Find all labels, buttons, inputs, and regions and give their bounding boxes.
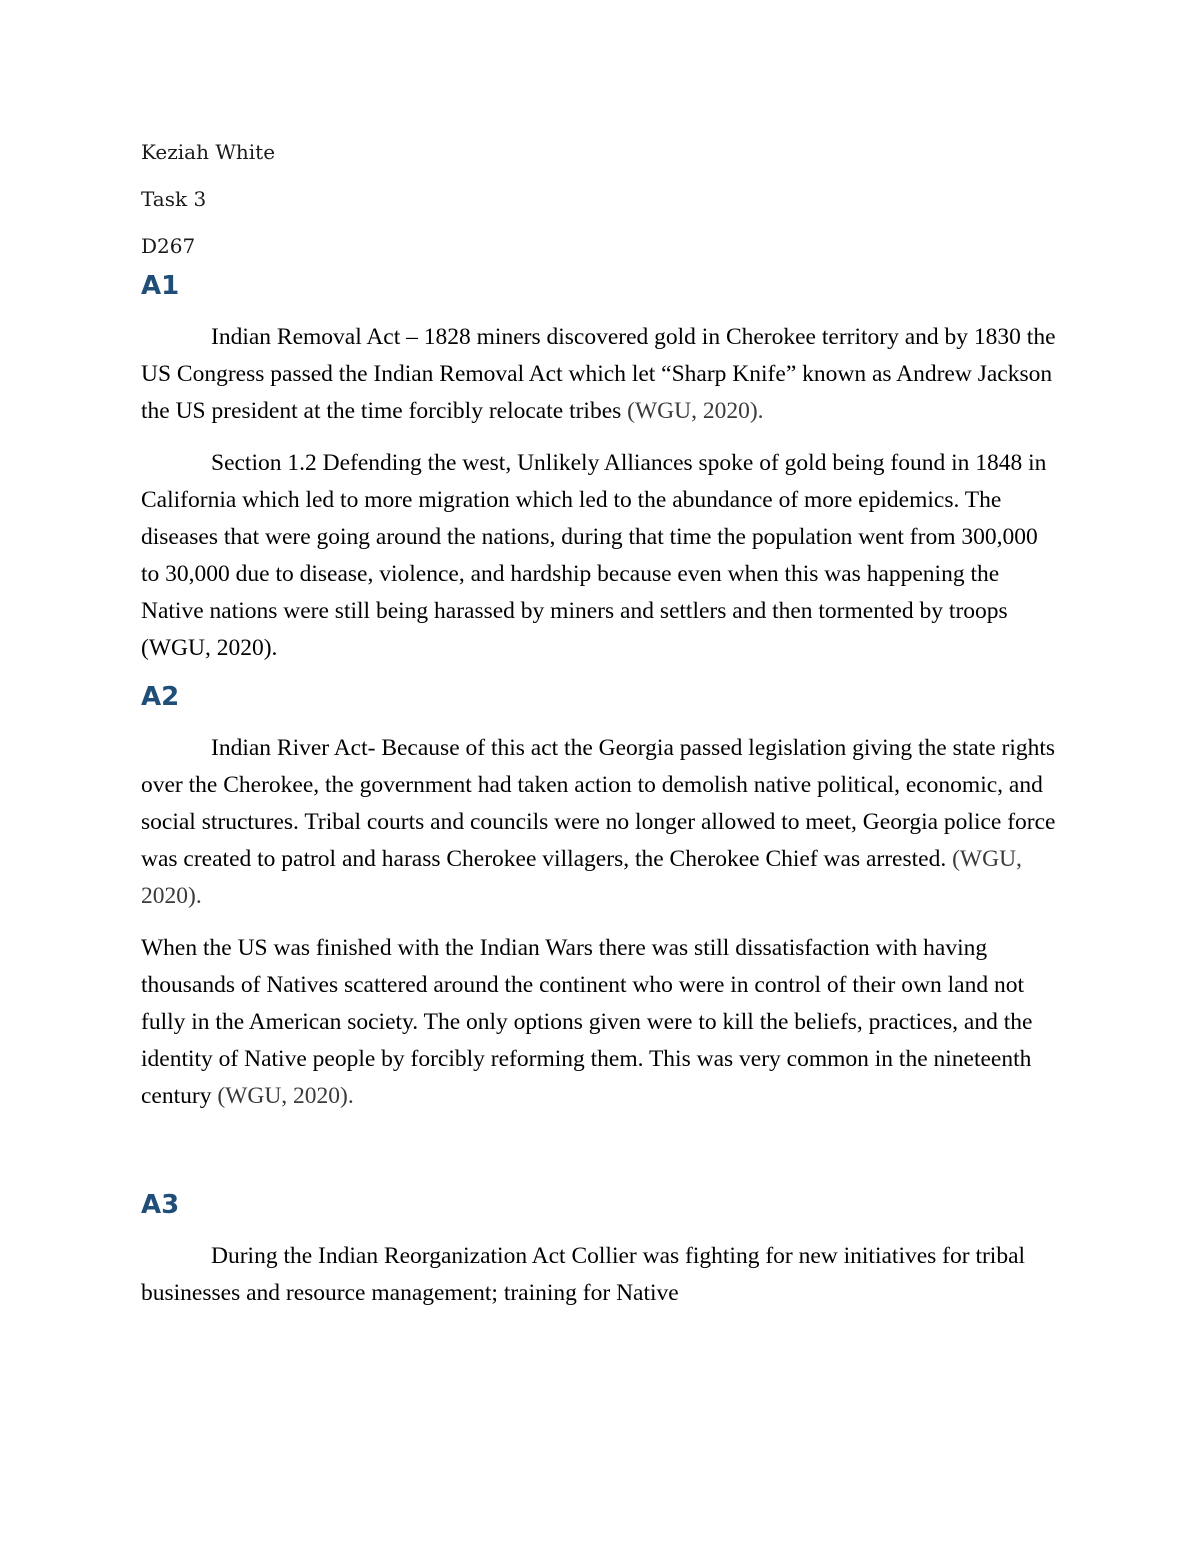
section-a2-paragraph-1 (141, 730, 1061, 915)
document-body (141, 138, 1061, 1312)
author-name: Keziah White (141, 140, 276, 164)
paragraph-text: Indian River Act- Because of this act the Georgia passed legislation giving the state rights over the Cherokee, the government had taken action to demolish native political, economic, and social structures. Tribal courts and councils were no longer allowed to meet, Georgia police force was created to patrol and harass Cherokee villagers, the Cherokee Chief was arrested. (141, 735, 1056, 872)
section-a3-paragraph-1: During the Indian Reorganization Act Collier was fighting for new initiatives for tribal businesses and resource management; training for Native (141, 1243, 1026, 1306)
section-heading-a2: A2 (141, 682, 180, 712)
section-a1-paragraph-2: Section 1.2 Defending the west, Unlikely Alliances spoke of gold being found in 1848 in California which led to more migration which led to the abundance of more epidemics. The diseases that were going around the nations, during that time the population went from 300,000 to 30,000 due to disease, violence, and hardship because even when this was happening the Native nations were still being harassed by miners and settlers and then tormented by troops (WGU, 2020). (141, 450, 1047, 661)
citation: (WGU, 2020). (217, 1083, 354, 1109)
section-heading-a3: A3 (141, 1190, 180, 1220)
paragraph-text: When the US was finished with the Indian Wars there was still dissatisfaction with having thousands of Natives scattered around the continent who were in control of their own land not fully in the American society. The only options given were to kill the beliefs, practices, and the identity of Native people by forcibly reforming them. This was very common in the nineteenth century (141, 935, 1033, 1109)
paragraph-text: Indian Removal Act – 1828 miners discovered gold in Cherokee territory and by 1830 the US Congress passed the Indian Removal Act which let “Sharp Knife” known as Andrew Jackson the US president at the time forcibly relocate tribes (141, 324, 1056, 424)
section-heading-a1: A1 (141, 271, 180, 301)
citation: (WGU, 2020). (141, 846, 1022, 909)
task-label: Task 3 (141, 187, 207, 211)
course-code: D267 (141, 234, 196, 258)
section-a2-paragraph-2 (141, 930, 1061, 1115)
section-a1-paragraph-1 (141, 319, 1061, 430)
citation: (WGU, 2020). (627, 398, 764, 424)
